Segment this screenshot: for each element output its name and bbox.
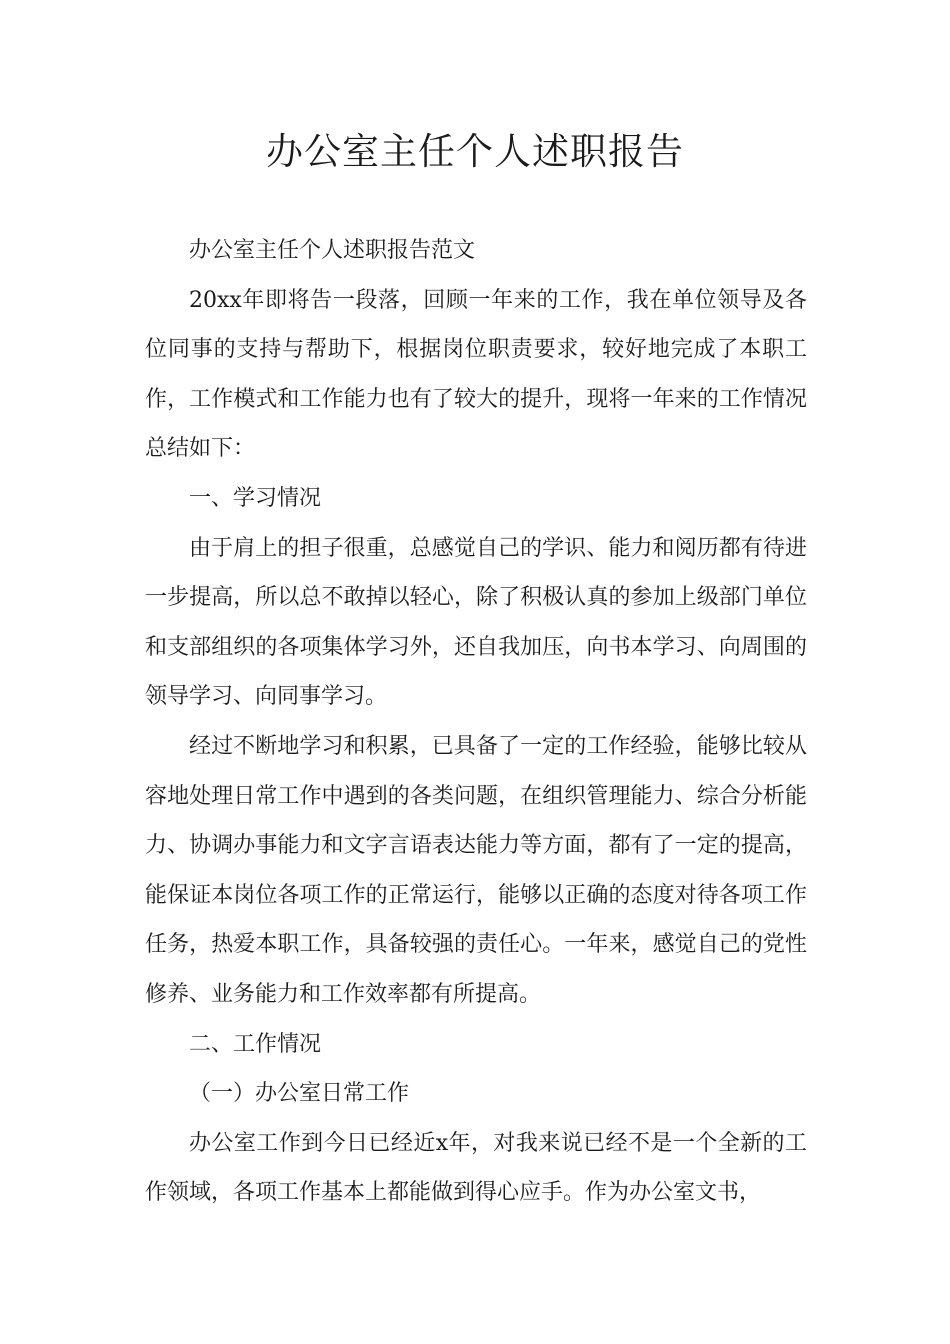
document-body: [145, 226, 807, 1218]
paragraph-study-1: 由于肩上的担子很重，总感觉自己的学识、能力和阅历都有待进一步提高，所以总不敢掉以轻心，除了积极认真的参加上级部门单位和支部组织的各项集体学习外，还自我加压，向书本学习、向周围的领导学习、向同事学习。: [145, 535, 807, 710]
paragraph-subtitle: 办公室主任个人述职报告范文: [189, 238, 476, 263]
section-heading-work: 二、工作情况: [189, 1031, 322, 1057]
document-title: 办公室主任个人述职报告: [266, 130, 684, 173]
subsection-heading-daily: （一）办公室日常工作: [189, 1081, 410, 1107]
paragraph-intro: 20xx年即将告一段落，回顾一年来的工作，我在单位领导及各位同事的支持与帮助下，根据岗位职责要求，较好地完成了本职工作，工作模式和工作能力也有了较大的提升，现将一年来的工作情况总结如下：: [145, 287, 807, 462]
section-heading-study: 一、学习情况: [189, 485, 322, 511]
paragraph-daily-1: 办公室工作到今日已经近x年，对我来说已经不是一个全新的工作领域，各项工作基本上都能做到得心应手。作为办公室文书，: [145, 1130, 807, 1206]
paragraph-study-2: 经过不断地学习和积累，已具备了一定的工作经验，能够比较从容地处理日常工作中遇到的各类问题，在组织管理能力、综合分析能力、协调办事能力和文字言语表达能力等方面，都有了一定的提高，能保证本岗位各项工作的正常运行，能够以正确的态度对待各项工作任务，热爱本职工作，具备较强的责任心。一年来，感觉自己的党性修养、业务能力和工作效率都有所提高。: [145, 733, 807, 1007]
